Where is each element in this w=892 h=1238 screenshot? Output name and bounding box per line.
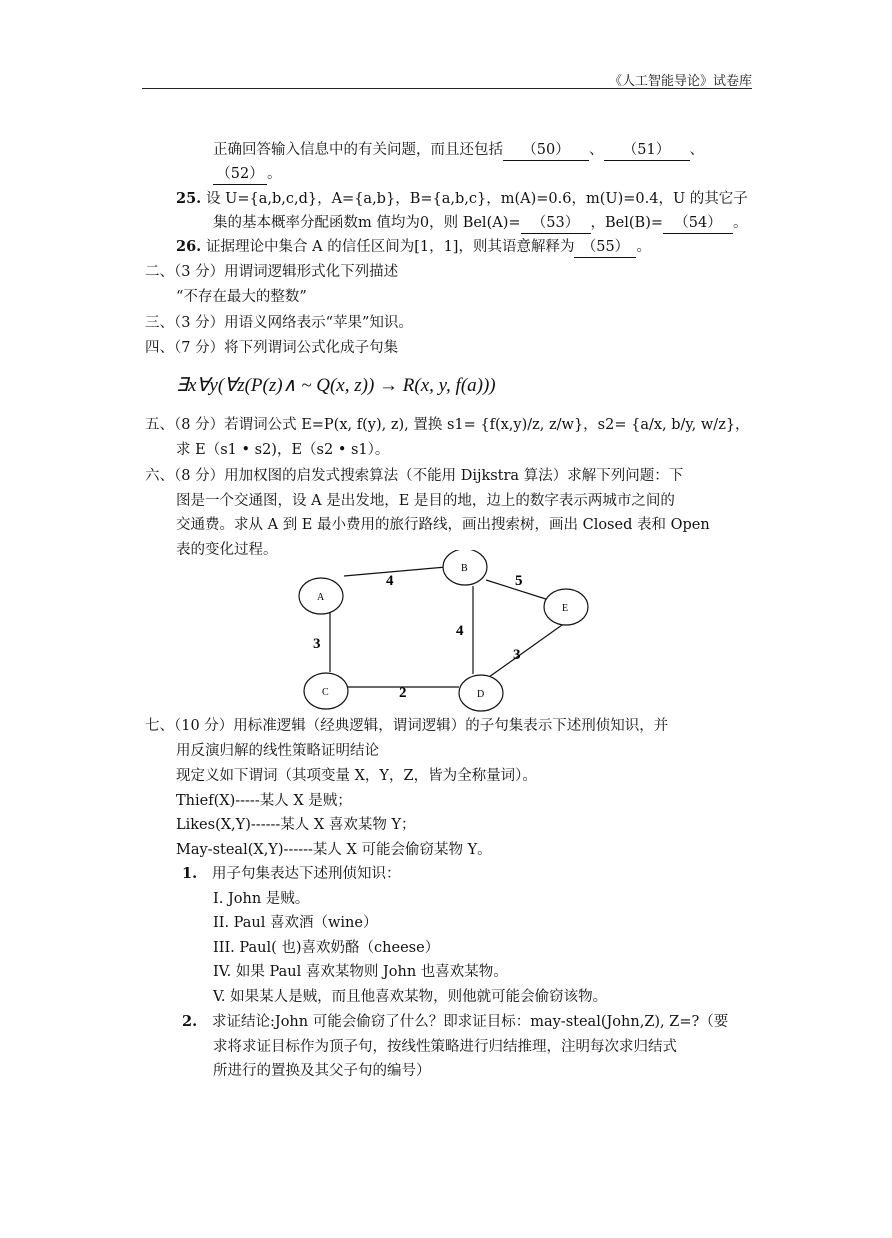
weight-d-e: 3 (513, 647, 521, 663)
sub-question-2-number: 2. (182, 1013, 198, 1030)
weight-a-c: 3 (313, 636, 321, 652)
blank-54: （54） (663, 213, 733, 234)
fact-item: V. 如果某人是贼，而且他喜欢某物，则他就可能会偷窃该物。 (213, 989, 608, 1005)
node-e-label: E (562, 603, 569, 614)
edge-a-b (344, 567, 446, 576)
weight-c-d: 2 (399, 685, 407, 701)
section-6-line1: 六、（8 分）用加权图的启发式搜索算法（不能用 Dijkstra 算法）求解下列问题：下 (145, 468, 684, 484)
q26-line: 26. 证据理论中集合 A 的信任区间为[1，1]，则其语意解释为 （55） 。 (176, 237, 651, 258)
predicate-likes: Likes(X,Y)------某人 X 喜欢某物 Y； (176, 817, 416, 833)
predicate-thief: Thief(X)-----某人 X 是贼； (176, 793, 352, 809)
section-2-heading: 二、（3 分）用谓词逻辑形式化下列描述 (145, 264, 399, 280)
q25-number: 25. (176, 190, 202, 207)
fact-item: IV. 如果 Paul 喜欢某物则 John 也喜欢某物。 (213, 964, 508, 980)
blank-55: （55） (574, 237, 636, 258)
section-4-heading: 四、（7 分）将下列谓词公式化成子句集 (145, 340, 399, 356)
node-c-label: C (322, 687, 329, 698)
page-header (142, 70, 752, 89)
weight-b-e: 5 (515, 573, 523, 589)
node-b-label: B (461, 563, 468, 574)
section-7-line1: 七、（10 分）用标准逻辑（经典逻辑，谓词逻辑）的子句集表示下述刑侦知识，并 (145, 718, 669, 734)
blank-50: （50） (503, 140, 589, 161)
fact-item: I. John 是贼。 (213, 891, 310, 907)
edge-d-e (489, 625, 562, 677)
q25-line1: 25. 设 U={a,b,c,d}，A={a,b}，B={a,b,c}，m(A)=0.6，m(U)=0.4，U 的其它子 (176, 190, 748, 207)
section-2-quote: “不存在最大的整数” (176, 289, 307, 305)
section-6-line2: 图是一个交通图，设 A 是出发地，E 是目的地，边上的数字表示两城市之间的 (176, 493, 675, 509)
blank-53: （53） (521, 213, 591, 234)
section-7-line2: 用反演归解的线性策略证明结论 (176, 743, 379, 759)
node-a-label: A (317, 592, 325, 603)
sub-question-2: 2. 求证结论:John 可能会偷窃了什么？即求证目标：may-steal(John,Z), Z=?（要 (182, 1013, 729, 1030)
sub-question-2-line2: 求将求证目标作为顶子句，按线性策略进行归结推理，注明每次求归结式 (213, 1039, 677, 1055)
section-5-line2: 求 E（s1 • s2)，E（s2 • s1）。 (176, 442, 390, 458)
blank-51: （51） (604, 140, 690, 161)
section-7-line3: 现定义如下谓词（其项变量 X，Y，Z，皆为全称量词）。 (176, 768, 537, 784)
weight-b-d: 4 (456, 623, 464, 639)
section-6-line3: 交通费。求从 A 到 E 最小费用的旅行路线，画出搜索树，画出 Closed 表和 Open (176, 517, 710, 533)
blank-52: （52） (213, 164, 267, 185)
weight-a-b: 4 (386, 573, 394, 589)
traffic-graph (296, 550, 596, 715)
sub-question-1-number: 1. (182, 865, 198, 882)
section-6-line4: 表的变化过程。 (176, 542, 278, 558)
section-3-heading: 三、（3 分）用语义网络表示“苹果”知识。 (145, 315, 413, 331)
fact-item: II. Paul 喜欢酒（wine） (213, 915, 378, 931)
q26-number: 26. (176, 238, 202, 255)
predicate-may-steal: May-steal(X,Y)------某人 X 可能会偷窃某物 Y。 (176, 842, 492, 858)
section-5-line1: 五、（8 分）若谓词公式 E=P(x, f(y), z), 置换 s1= {f(x,y)/z, z/w}，s2= {a/x, b/y, w/z}， (145, 417, 750, 433)
q24-line2: （52） 。 (213, 164, 282, 185)
predicate-formula: ∃x∀y(∀z(P(z)∧ ~ Q(x, z)) → R(x, y, f(a))) (176, 375, 496, 396)
fact-item: III. Paul( 也)喜欢奶酪（cheese） (213, 940, 440, 956)
sub-question-1: 1. 用子句集表达下述刑侦知识： (182, 865, 401, 882)
sub-question-2-line3: 所进行的置换及其父子句的编号） (213, 1063, 431, 1079)
q25-line2: 集的基本概率分配函数m 值均为0，则 Bel(A)= （53） ，Bel(B)= （54） 。 (213, 213, 748, 234)
header-title: 《人工智能导论》试卷库 (608, 74, 752, 89)
q24-line1: 正确回答输入信息中的有关问题，而且还包括 （50） 、 （51） 、 (213, 140, 704, 161)
node-d-label: D (477, 689, 485, 700)
